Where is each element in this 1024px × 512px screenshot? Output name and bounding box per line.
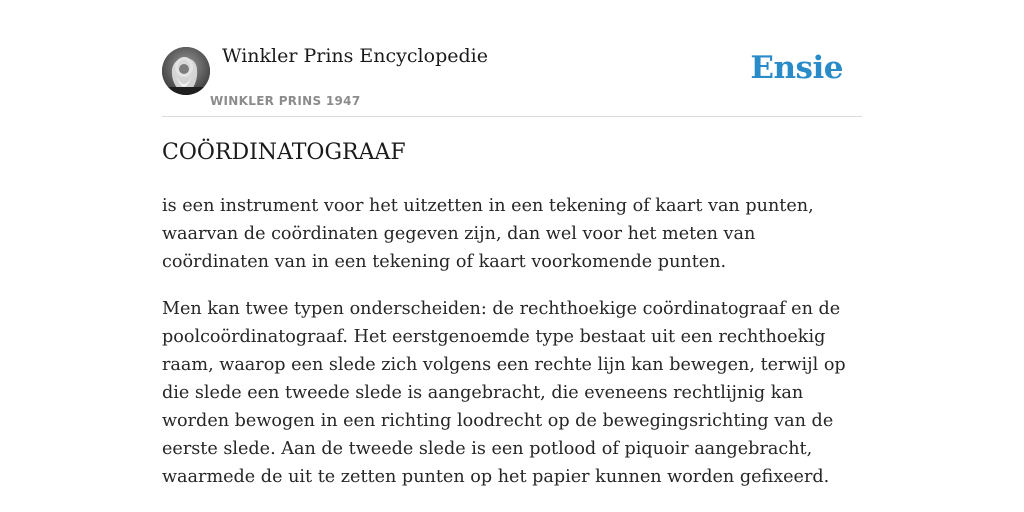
article-body (162, 192, 862, 510)
content-container (162, 0, 862, 487)
header (162, 0, 862, 117)
article-paragraph: Men kan twee typen onderscheiden: de rechthoekige coördinatograaf en de poolcoördinatograaf. Het eerstgenoemde type bestaat uit een rechthoekig raam, waarop een slede zich volgens een rechte lijn kan bewegen, terwijl op die slede een tweede slede is aangebracht, die eveneens rechtlijnig kan worden bewogen in een richting loodrecht op de bewegingsrichting van de eerste slede. Aan de tweede slede is een potlood of piquoir aangebracht, waarmede de uit te zetten punten op het papier kunnen worden gefixeerd. (162, 299, 846, 487)
source-subtitle[interactable]: WINKLER PRINS 1947 (210, 94, 361, 108)
brand-logo[interactable]: Ensie (750, 50, 843, 86)
source-title[interactable]: Winkler Prins Encyclopedie (222, 45, 488, 67)
article-title: COÖRDINATOGRAAF (162, 140, 406, 165)
article-paragraph: is een instrument voor het uitzetten in een tekening of kaart van punten, waarvan de coördinaten gegeven zijn, dan wel voor het meten van coördinaten van in een tekening of kaart voorkomende punten. (162, 196, 814, 272)
portrait-avatar-icon (162, 47, 210, 95)
portrait-avatar[interactable] (162, 47, 210, 95)
